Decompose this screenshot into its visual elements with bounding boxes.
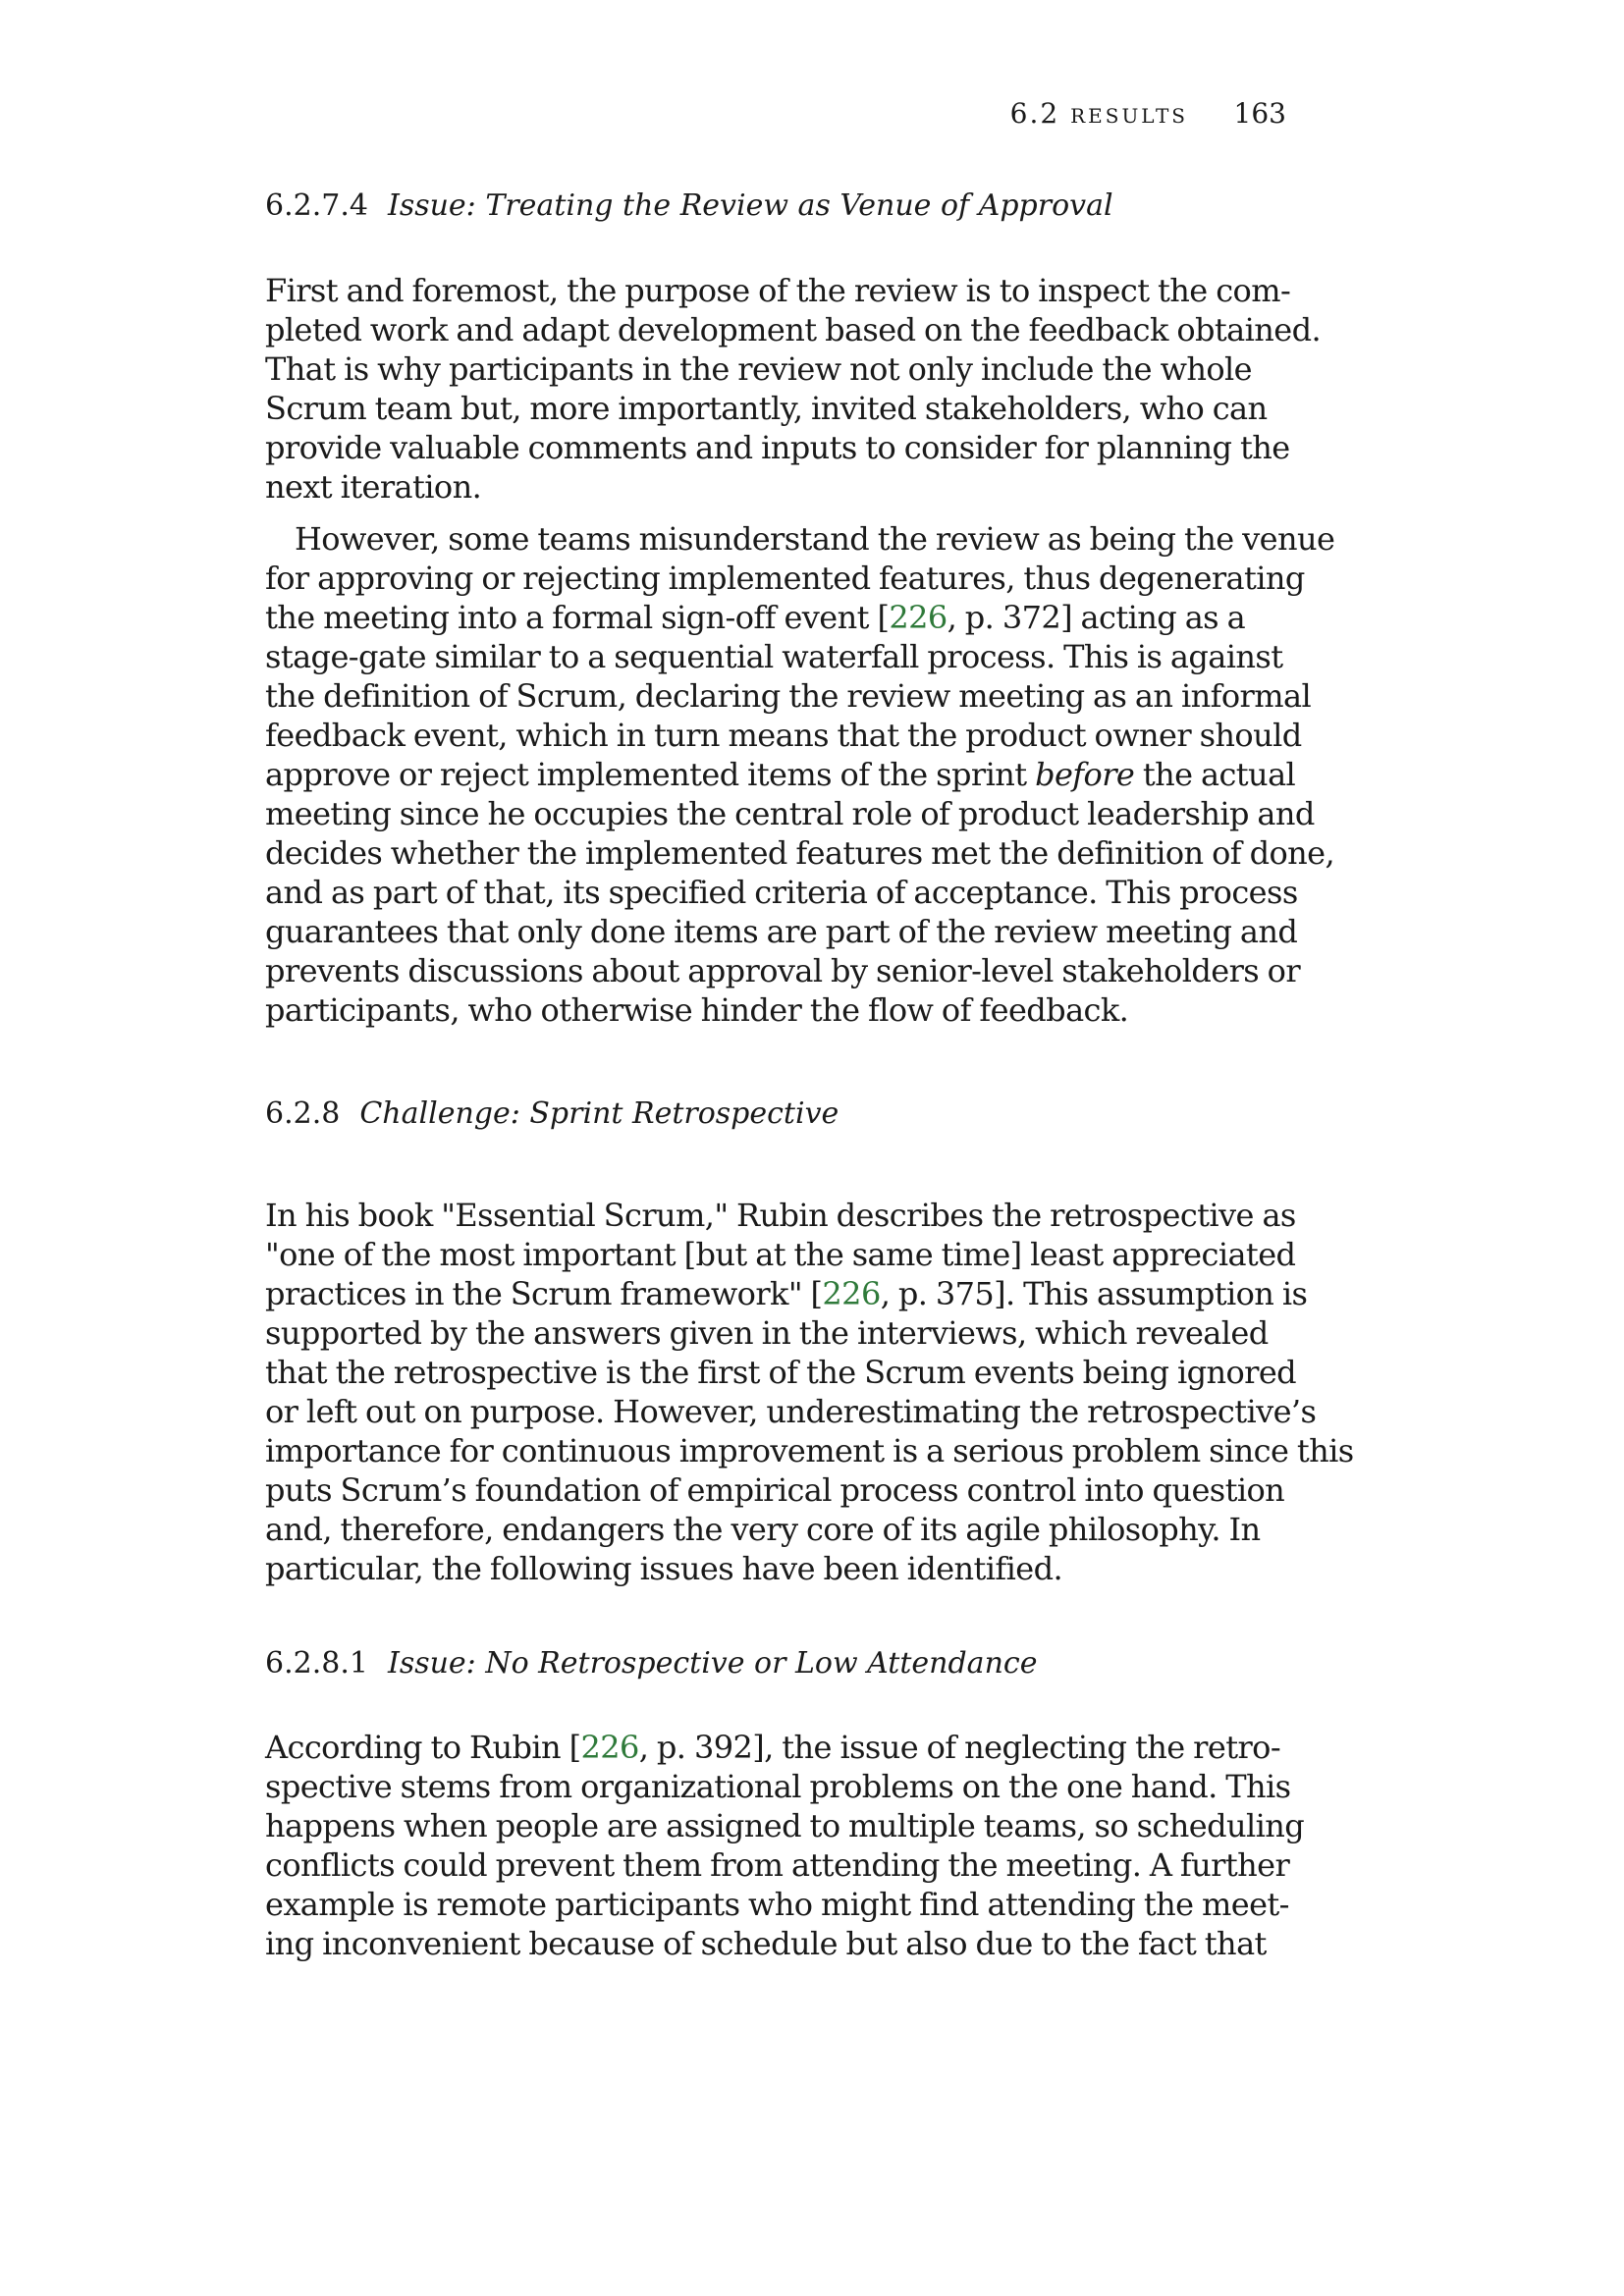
- paragraph-no-retrospective: [265, 1728, 1305, 1963]
- text-line: or left out on purpose. However, underestimating the retrospective’s: [265, 1393, 1317, 1430]
- text-line: the meeting into a formal sign-off event [226, p. 372] acting as a: [265, 599, 1246, 636]
- citation-link[interactable]: 226: [822, 1275, 881, 1312]
- subsubsection-heading-6281: [265, 1644, 1188, 1683]
- text-line: prevents discussions about approval by senior-level stakeholders or: [265, 952, 1301, 989]
- text-line: supported by the answers given in the interviews, which revealed: [265, 1314, 1269, 1352]
- text-line: practices in the Scrum framework" [226, p. 375]. This assumption is: [265, 1275, 1308, 1312]
- text-line: the definition of Scrum, declaring the review meeting as an informal: [265, 677, 1312, 715]
- text-line: example is remote participants who might find attending the meet-: [265, 1886, 1289, 1923]
- text-line: and, therefore, endangers the very core of its agile philosophy. In: [265, 1511, 1261, 1548]
- text-line: puts Scrum’s foundation of empirical process control into question: [265, 1471, 1285, 1509]
- subsection-heading-628: [265, 1095, 1188, 1134]
- text-line: ing inconvenient because of schedule but also due to the fact that: [265, 1925, 1267, 1962]
- text-line: However, some teams misunderstand the review as being the venue: [295, 520, 1335, 558]
- text-line: Scrum team but, more importantly, invited stakeholders, who can: [265, 390, 1268, 427]
- text-line: happens when people are assigned to multiple teams, so scheduling: [265, 1807, 1305, 1844]
- text-line: pleted work and adapt development based on the feedback obtained.: [265, 311, 1322, 348]
- text-line: In his book "Essential Scrum," Rubin describes the retrospective as: [265, 1197, 1296, 1234]
- emphasis: before: [1035, 756, 1135, 793]
- heading-number: 6.2.7.4: [265, 188, 368, 223]
- citation-link[interactable]: 226: [580, 1729, 639, 1766]
- text-line: next iteration.: [265, 468, 482, 506]
- text-line: spective stems from organizational problems on the one hand. This: [265, 1768, 1291, 1805]
- heading-number: 6.2.8: [265, 1096, 341, 1131]
- text-line: decides whether the implemented features met the definition of done,: [265, 834, 1335, 872]
- text-line: participants, who otherwise hinder the flow of feedback.: [265, 991, 1129, 1029]
- heading-number: 6.2.8.1: [265, 1646, 368, 1681]
- text-line: First and foremost, the purpose of the review is to inspect the com-: [265, 272, 1291, 309]
- heading-title: Issue: No Retrospective or Low Attendance: [387, 1646, 1038, 1681]
- paragraph-retrospective-intro: [265, 1196, 1354, 1588]
- paragraph-review-purpose: [265, 271, 1322, 507]
- text-line: stage-gate similar to a sequential waterfall process. This is against: [265, 638, 1283, 675]
- citation-link[interactable]: 226: [889, 599, 947, 636]
- running-head-section: 6.2 results: [1009, 97, 1188, 130]
- heading-title: Challenge: Sprint Retrospective: [359, 1096, 839, 1131]
- text-line: That is why participants in the review not only include the whole: [265, 350, 1253, 388]
- subsubsection-heading-6274: [265, 187, 1188, 226]
- text-line: guarantees that only done items are part of the review meeting and: [265, 913, 1298, 950]
- text-line: According to Rubin [226, p. 392], the issue of neglecting the retro-: [265, 1729, 1281, 1766]
- running-head-section-title: results: [1070, 97, 1188, 130]
- text-line: provide valuable comments and inputs to consider for planning the: [265, 429, 1290, 466]
- text-line: and as part of that, its specified criteria of acceptance. This process: [265, 874, 1298, 911]
- text-line: particular, the following issues have been identified.: [265, 1550, 1063, 1587]
- text-line: conflicts could prevent them from attending the meeting. A further: [265, 1846, 1290, 1884]
- page-number: 163: [1233, 97, 1286, 130]
- heading-title: Issue: Treating the Review as Venue of Approval: [387, 188, 1113, 223]
- text-line: that the retrospective is the first of the Scrum events being ignored: [265, 1354, 1297, 1391]
- paragraph-review-misunderstanding: [265, 519, 1335, 1030]
- text-line: for approving or rejecting implemented features, thus degenerating: [265, 560, 1305, 597]
- text-line: importance for continuous improvement is a serious problem since this: [265, 1432, 1354, 1469]
- text-line: approve or reject implemented items of the sprint before the actual: [265, 756, 1296, 793]
- text-line: feedback event, which in turn means that the product owner should: [265, 717, 1302, 754]
- text-line: "one of the most important [but at the same time] least appreciated: [265, 1236, 1296, 1273]
- running-head: [265, 94, 1286, 133]
- text-line: meeting since he occupies the central role of product leadership and: [265, 795, 1315, 832]
